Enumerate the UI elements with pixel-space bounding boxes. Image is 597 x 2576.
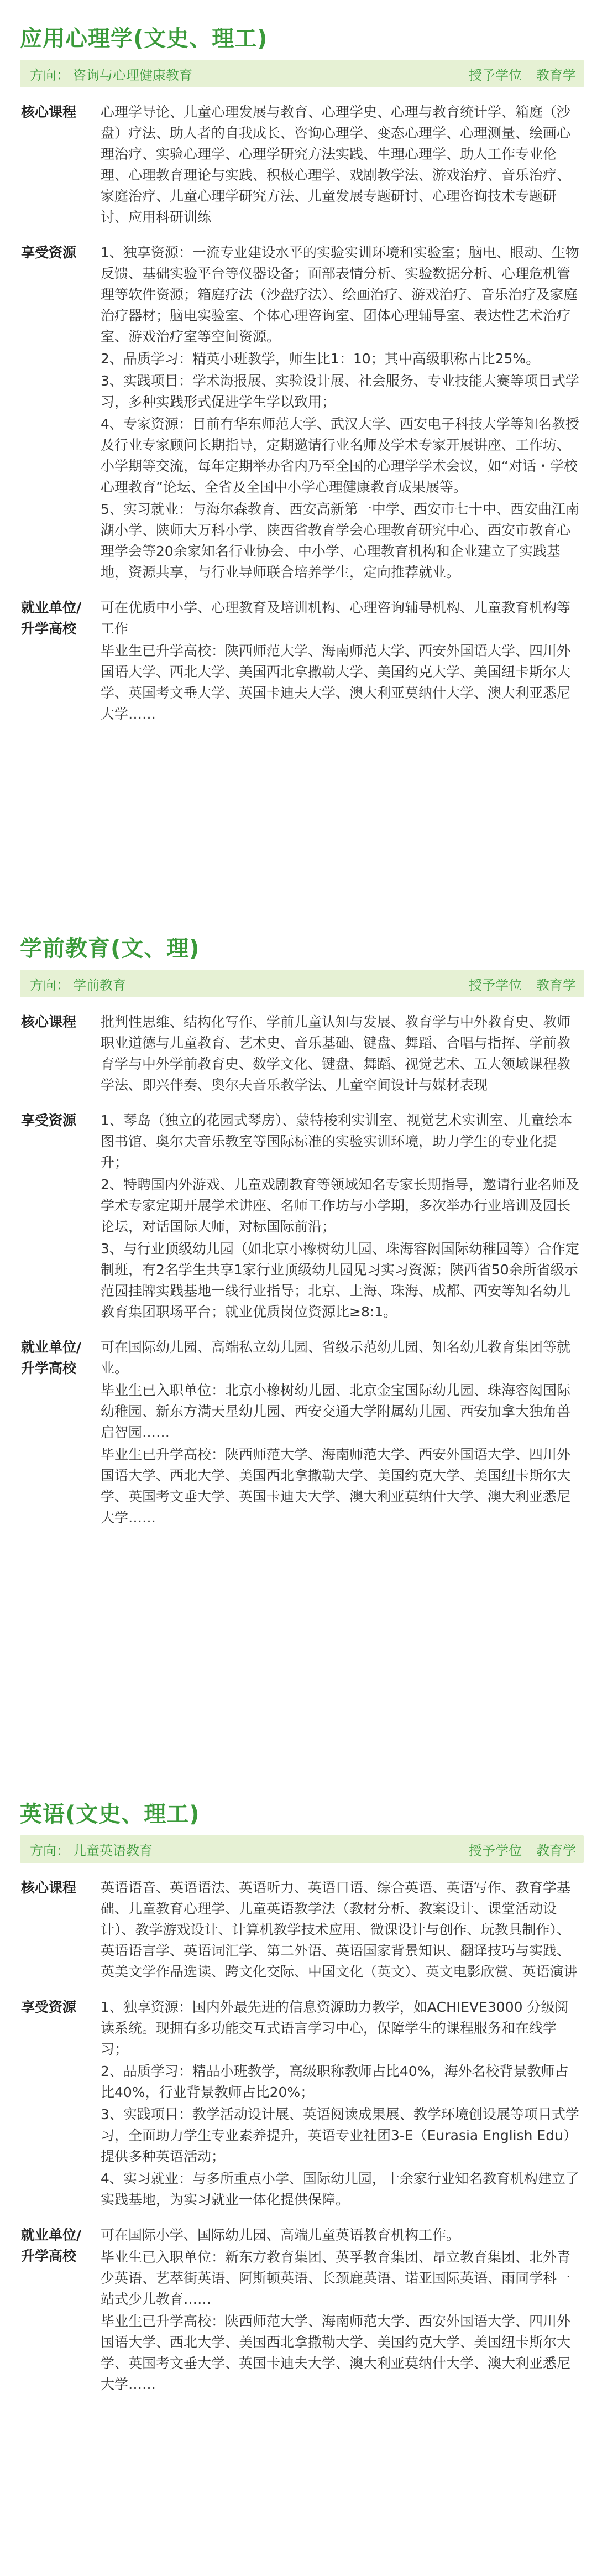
degree-label: 授予学位 [469, 977, 522, 993]
row-paragraph: 可在国际幼儿园、高端私立幼儿园、省级示范幼儿园、知名幼儿教育集团等就业。 [101, 1339, 571, 1376]
row-label [20, 102, 101, 228]
row-label [20, 1337, 101, 1528]
row-paragraph: 4、实习就业：与多所重点小学、国际幼儿园，十余家行业知名教育机构建立了实践基地，为实习就业一体化提供保障。 [101, 2171, 579, 2208]
row-content [101, 1997, 584, 2210]
info-row [20, 102, 584, 228]
row-paragraph: 3、实践项目：学术海报展、实验设计展、社会服务、专业技能大赛等项目式学习，多种实践形式促进学生学以致用； [101, 373, 579, 410]
row-paragraph: 批判性思维、结构化写作、学前儿童认知与发展、教育学与中外教育史、教师职业道德与儿童教育、艺术史、音乐基础、键盘、舞蹈、合唱与指挥、学前教育学与中外学前教育史、数学文化、键盘、舞蹈、视觉艺术、五大领域课程教学法、即兴伴奏、奥尔夫音乐教学法、儿童空间设计与媒材表现 [101, 1014, 571, 1093]
major-section [0, 1798, 597, 2395]
degree-value: 教育学 [536, 977, 576, 993]
direction [30, 974, 126, 993]
row-content [101, 1012, 584, 1096]
row-label [20, 2225, 101, 2395]
degree-value: 教育学 [536, 1843, 576, 1859]
spacer [20, 997, 584, 1012]
direction-value: 咨询与心理健康教育 [73, 67, 192, 83]
degree-label: 授予学位 [469, 1843, 522, 1859]
row-label-line: 享受资源 [21, 244, 77, 261]
row-paragraph: 3、与行业顶级幼儿园（如北京小橡树幼儿园、珠海容闳国际幼稚园等）合作定制班，有2名学生共享1家行业顶级幼儿园见习实习资源；陕西省50余所省级示范园挂牌实践基地一线行业指导；北京、上海、珠海、成都、西安等知名幼儿教育集团职场平台；就业优质岗位资源比≥8:1。 [101, 1241, 579, 1320]
row-content [101, 1337, 584, 1528]
row-label [20, 242, 101, 583]
direction-value: 学前教育 [73, 977, 126, 993]
spacer [20, 87, 584, 102]
row-label-line: 就业单位/ [21, 1339, 82, 1355]
row-gap [20, 583, 584, 597]
row-gap [20, 2210, 584, 2225]
direction-label: 方向： [30, 1843, 70, 1859]
info-row [20, 1877, 584, 1982]
major-title: 学前教育(文、理) [20, 936, 200, 961]
row-paragraph: 毕业生已入职单位：新东方教育集团、英孚教育集团、昂立教育集团、北外青少英语、艺萃街英语、阿斯顿英语、长颈鹿英语、诺亚国际英语、雨同学科一站式少儿教育…… [101, 2249, 571, 2307]
row-paragraph: 可在国际小学、国际幼儿园、高端儿童英语教育机构工作。 [101, 2227, 460, 2243]
row-paragraph: 2、品质学习：精品小班教学，高级职称教师占比40%，海外名校背景教师占比40%，行业背景教师占比20%； [101, 2063, 569, 2100]
row-content [101, 242, 584, 583]
row-paragraph: 2、特聘国内外游戏、儿童戏剧教育等领域知名专家长期指导，邀请行业名师及学术专家定期开展学术讲座、名师工作坊与小学期，多次举办行业培训及园长论坛，对话国际大师，对标国际前沿； [101, 1177, 579, 1235]
row-label-line: 享受资源 [21, 1112, 77, 1128]
direction-bar [20, 970, 584, 997]
row-label [20, 1877, 101, 1982]
row-label-line: 升学高校 [21, 2248, 77, 2264]
row-label [20, 1012, 101, 1096]
row-label-line: 升学高校 [21, 1360, 77, 1376]
row-paragraph: 毕业生已入职单位：北京小橡树幼儿园、北京金宝国际幼儿园、珠海容闳国际幼稚园、新东方满天星幼儿园、西安交通大学附属幼儿园、西安加拿大独角兽启智园…… [101, 1382, 571, 1440]
major-section [0, 932, 597, 1528]
row-paragraph: 毕业生已升学高校：陕西师范大学、海南师范大学、西安外国语大学、四川外国语大学、西北大学、美国西北拿撒勒大学、美国约克大学、美国纽卡斯尔大学、英国考文垂大学、英国卡迪夫大学、澳大利亚莫纳什大学、澳大利亚悉尼大学…… [101, 2313, 571, 2392]
direction [30, 1840, 153, 1859]
row-content [101, 1877, 584, 1982]
spacer [20, 1863, 584, 1877]
info-row [20, 242, 584, 583]
row-paragraph: 1、琴岛（独立的花园式琴房）、蒙特梭利实训室、视觉艺术实训室、儿童绘本图书馆、奥尔夫音乐教室等国际标准的实验实训环境，助力学生的专业化提升； [101, 1112, 573, 1170]
major-title: 应用心理学(文史、理工) [20, 26, 268, 51]
row-gap [20, 228, 584, 242]
direction-bar [20, 1835, 584, 1863]
major-title: 英语(文史、理工) [20, 1802, 200, 1827]
row-paragraph: 心理学导论、儿童心理发展与教育、心理学史、心理与教育统计学、箱庭（沙盘）疗法、助人者的自我成长、咨询心理学、变态心理学、心理测量、绘画心理治疗、实验心理学、心理学研究方法实践、生理心理学、助人工作专业伦理、心理教育理论与实践、积极心理学、戏剧教学法、游戏治疗、音乐治疗、家庭治疗、儿童心理学研究方法、儿童发展专题研讨、心理咨询技术专题研讨、应用科研训练 [101, 104, 571, 225]
row-paragraph: 毕业生已升学高校：陕西师范大学、海南师范大学、西安外国语大学、四川外国语大学、西北大学、美国西北拿撒勒大学、美国约克大学、美国纽卡斯尔大学、英国考文垂大学、英国卡迪夫大学、澳大利亚莫纳什大学、澳大利亚悉尼大学…… [101, 1446, 571, 1526]
degree [469, 1840, 576, 1859]
row-paragraph: 可在优质中小学、心理教育及培训机构、心理咨询辅导机构、儿童教育机构等工作 [101, 600, 571, 637]
row-gap [20, 1982, 584, 1997]
direction-bar [20, 60, 584, 87]
direction-value: 儿童英语教育 [73, 1843, 153, 1859]
row-content [101, 102, 584, 228]
row-content [101, 597, 584, 725]
row-paragraph: 1、独享资源：一流专业建设水平的实验实训环境和实验室；脑电、眼动、生物反馈、基础实验平台等仪器设备；面部表情分析、实验数据分析、心理危机管理等软件资源；箱庭疗法（沙盘疗法）、绘画治疗、游戏治疗、音乐治疗及家庭治疗器材；脑电实验室、个体心理咨询室、团体心理辅导室、表达性艺术治疗室、游戏治疗室等空间资源。 [101, 244, 579, 345]
row-label-line: 就业单位/ [21, 600, 82, 616]
row-paragraph: 毕业生已升学高校：陕西师范大学、海南师范大学、西安外国语大学、四川外国语大学、西北大学、美国西北拿撒勒大学、美国约克大学、美国纽卡斯尔大学、英国考文垂大学、英国卡迪夫大学、澳大利亚莫纳什大学、澳大利亚悉尼大学…… [101, 643, 571, 722]
info-row [20, 1012, 584, 1096]
info-row [20, 597, 584, 725]
row-label [20, 1110, 101, 1323]
row-label-line: 核心课程 [21, 1014, 77, 1030]
row-content [101, 1110, 584, 1323]
row-label [20, 597, 101, 725]
row-gap [20, 1096, 584, 1110]
row-gap [20, 1323, 584, 1337]
degree-value: 教育学 [536, 67, 576, 83]
row-paragraph: 4、专家资源：目前有华东师范大学、武汉大学、西安电子科技大学等知名教授及行业专家顾问长期指导，定期邀请行业名师及学术专家开展讲座、工作坊、小学期等交流，每年定期举办省内乃至全国的心理学学术会议，如“对话・学校心理教育”论坛、全省及全国中小学心理健康教育成果展等。 [101, 416, 579, 495]
row-label-line: 升学高校 [21, 621, 77, 637]
info-row [20, 2225, 584, 2395]
row-paragraph: 英语语音、英语语法、英语听力、英语口语、综合英语、英语写作、教育学基础、儿童教育心理学、儿童英语教学法（教材分析、教案设计、课堂活动设计）、教学游戏设计、计算机教学技术应用、微课设计与创作、玩教具制作）、英语语言学、英语词汇学、第二外语、英语国家背景知识、翻译技巧与实践、英美文学作品选读、跨文化交际、中国文化（英文）、英文电影欣赏、英语演讲 [101, 1880, 578, 1980]
major-section [0, 22, 597, 725]
row-label [20, 1997, 101, 2210]
row-paragraph: 1、独享资源：国内外最先进的信息资源助力教学，如ACHIEVE3000 分级阅读系统。现拥有多功能交互式语言学习中心，保障学生的课程服务和在线学习； [101, 1999, 569, 2057]
direction-label: 方向： [30, 977, 70, 993]
row-label-line: 核心课程 [21, 1880, 77, 1896]
degree [469, 64, 576, 84]
degree-label: 授予学位 [469, 67, 522, 83]
info-row [20, 1110, 584, 1323]
row-label-line: 就业单位/ [21, 2227, 82, 2243]
direction [30, 64, 192, 84]
row-paragraph: 2、品质学习：精英小班教学，师生比1：10；其中高级职称占比25%。 [101, 351, 540, 367]
direction-label: 方向： [30, 67, 70, 83]
row-label-line: 享受资源 [21, 1999, 77, 2015]
row-content [101, 2225, 584, 2395]
row-paragraph: 3、实践项目：教学活动设计展、英语阅读成果展、教学环境创设展等项目式学习，全面助力学生专业素养提升，英语专业社团3-E（Eurasia English Edu）提供多种英语活动； [101, 2106, 579, 2164]
info-row [20, 1337, 584, 1528]
row-paragraph: 5、实习就业：与海尔森教育、西安高新第一中学、西安市七十中、西安曲江南湖小学、陕师大万科小学、陕西省教育学会心理教育研究中心、西安市教育心理学会等20余家知名行业协会、中小学、心理教育机构和企业建立了实践基地，资源共享，与行业导师联合培养学生，定向推荐就业。 [101, 501, 579, 580]
info-row [20, 1997, 584, 2210]
row-label-line: 核心课程 [21, 104, 77, 120]
degree [469, 974, 576, 993]
